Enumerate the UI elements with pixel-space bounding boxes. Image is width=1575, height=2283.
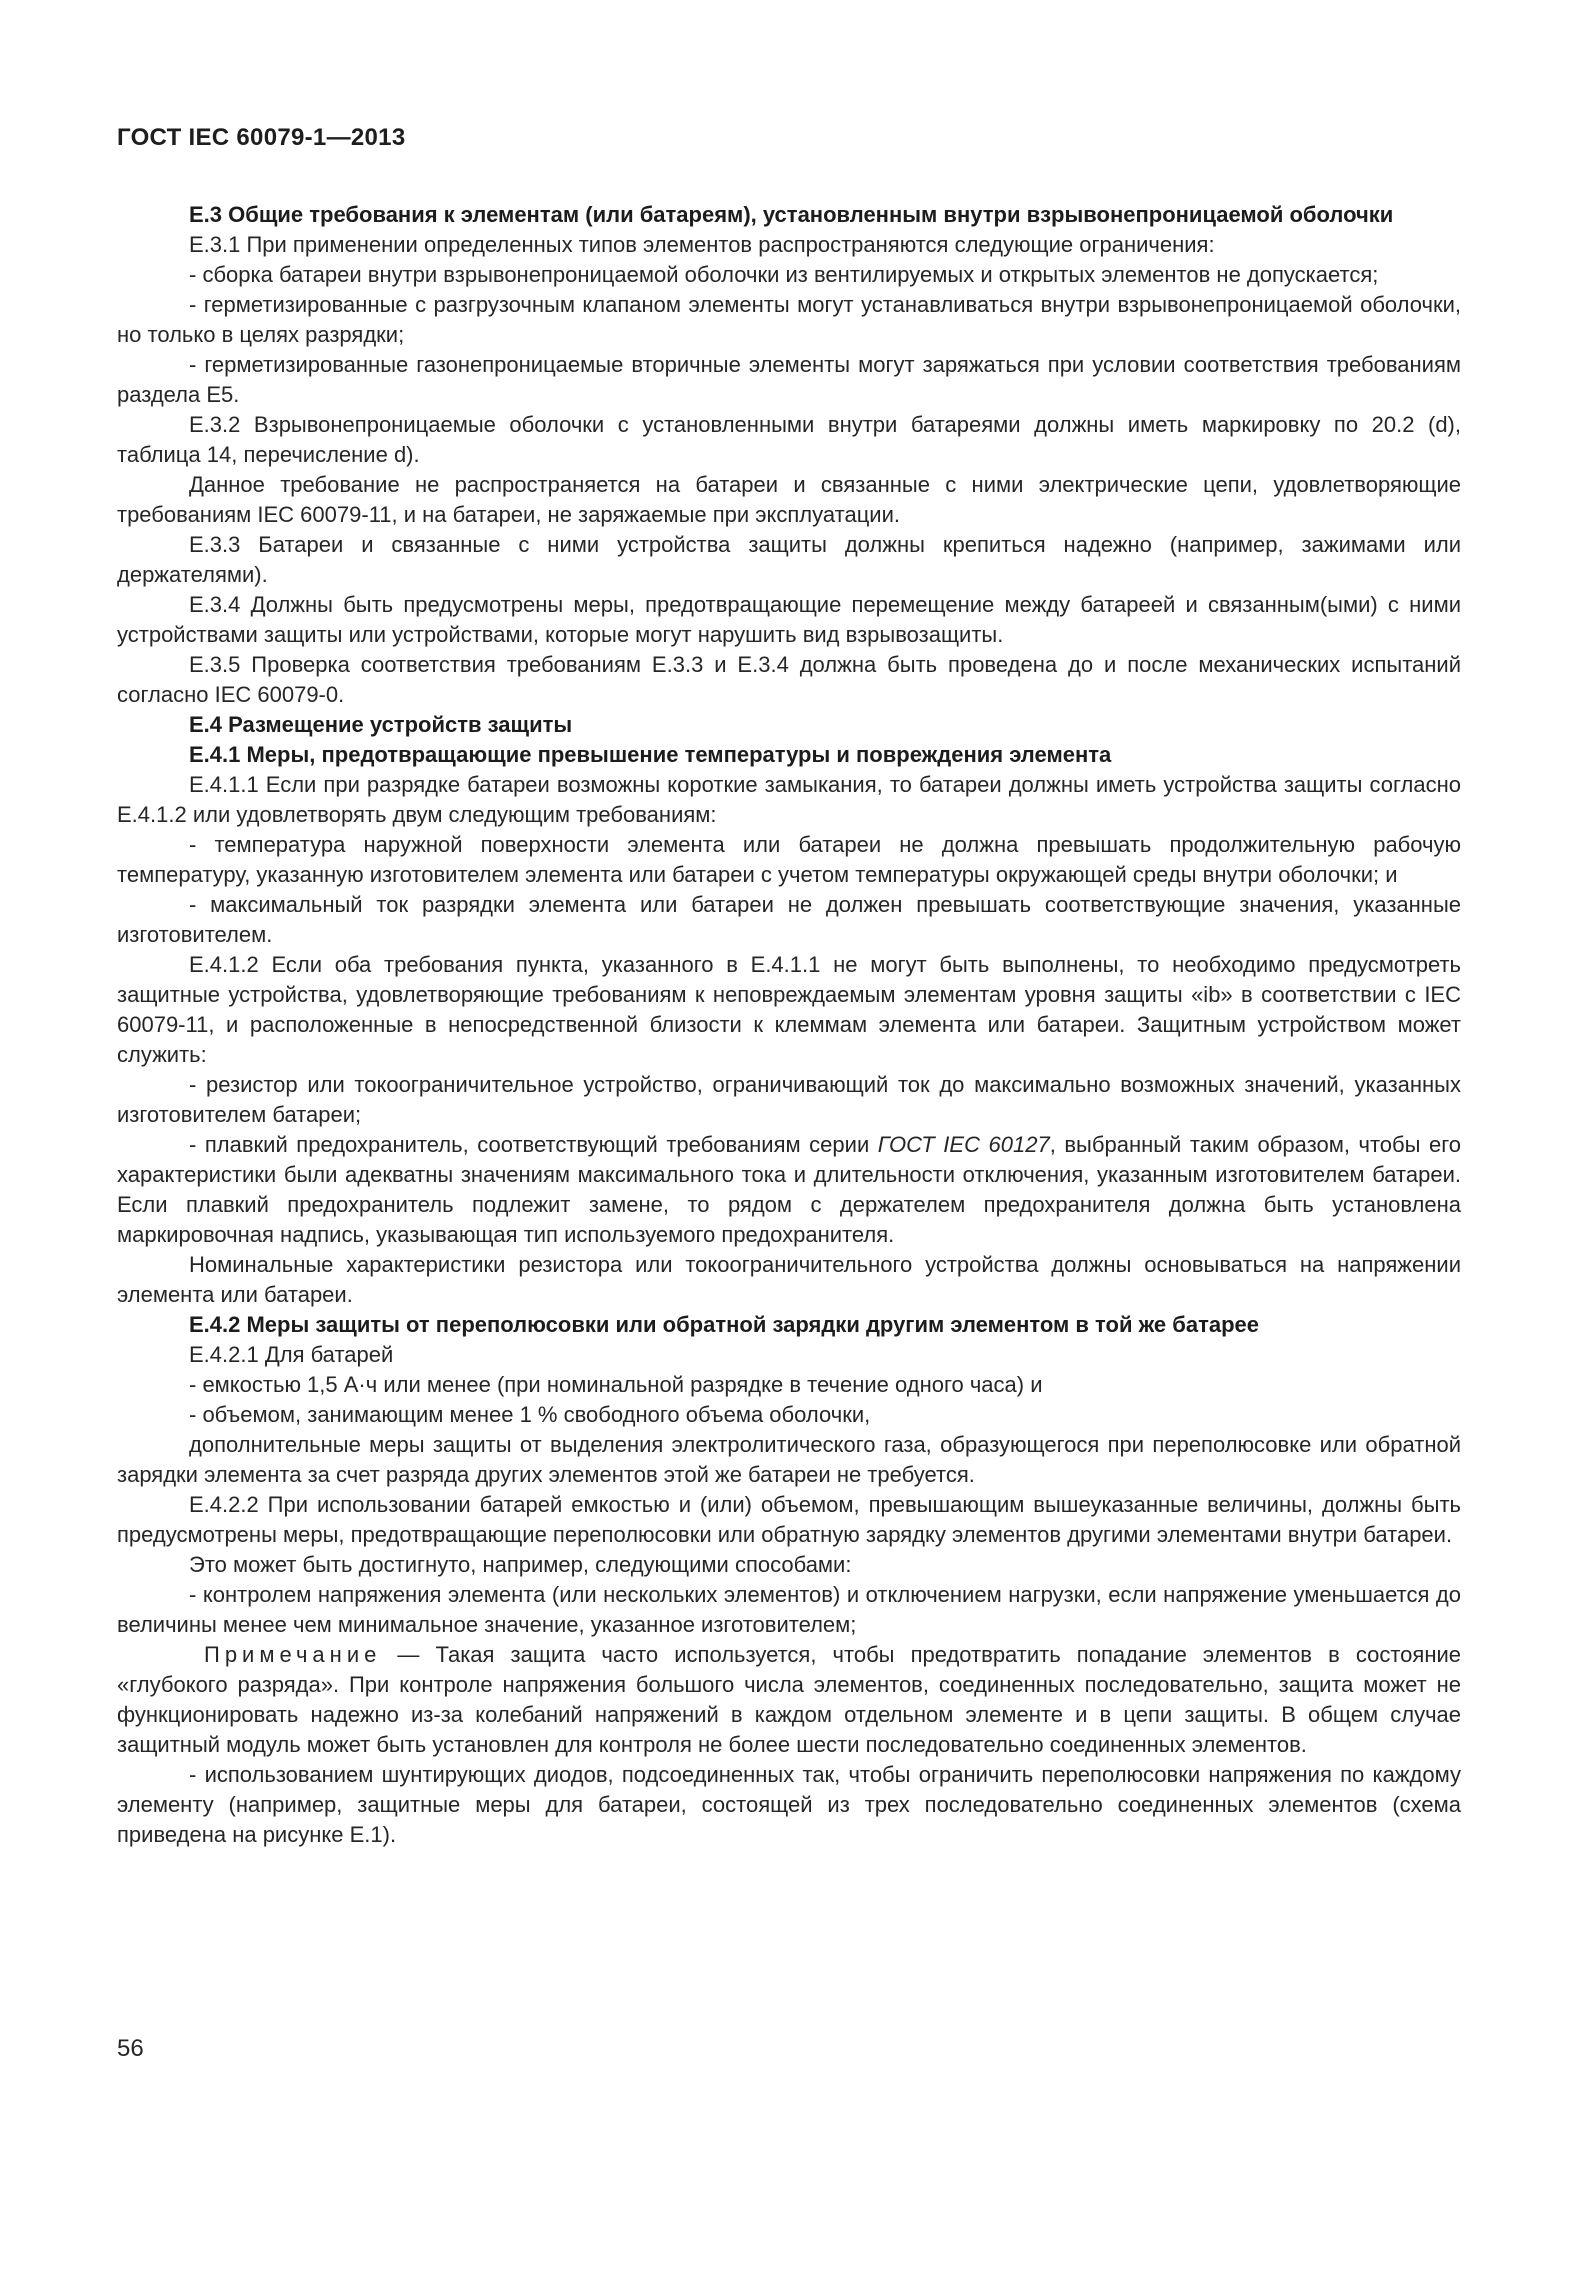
paragraph-e4-1-1: Е.4.1.1 Если при разрядке батареи возможны короткие замыкания, то батареи должны иметь устройства защиты согласно Е.4.1.2 или удовлетворять двум следующим требованиям: [117, 772, 1461, 827]
list-item: - объемом, занимающим менее 1 % свободного объема оболочки, [189, 1402, 871, 1427]
note-label: Примечание [204, 1642, 382, 1667]
list-item [117, 1130, 1461, 1250]
subsection-heading-e4-2: Е.4.2 Меры защиты от переполюсовки или обратной зарядки другим элементом в той же батарее [189, 1312, 1260, 1337]
section-heading-e3: Е.3 Общие требования к элементам (или батареям), установленным внутри взрывонепроницаемой оболочки [189, 202, 1394, 227]
list-item: - контролем напряжения элемента (или нескольких элементов) и отключением нагрузки, если напряжение уменьшается до величины менее чем минимальное значение, указанное изготовителем; [117, 1582, 1461, 1637]
list-item-text: , выбранный таким образом, чтобы его характеристики были адекватны значениям максимального тока и длительности отключения, указанным изготовителем батареи. Если плавкий предохранитель подлежит замене, то рядом с держателем предохранителя должна быть установлена маркировочная надпись, указывающая тип используемого предохранителя. [117, 1132, 1461, 1247]
subsection-heading-e4-1: Е.4.1 Меры, предотвращающие превышение температуры и повреждения элемента [189, 742, 1112, 767]
paragraph-e3-4: Е.3.4 Должны быть предусмотрены меры, предотвращающие перемещение между батареей и связанным(ыми) с ними устройствами защиты или устройствами, которые могут нарушить вид взрывозащиты. [117, 592, 1461, 647]
list-item: - емкостью 1,5 А·ч или менее (при номинальной разрядке в течение одного часа) и [189, 1372, 1043, 1397]
list-item: - сборка батареи внутри взрывонепроницаемой оболочки из вентилируемых и открытых элементов не допускается; [189, 262, 1379, 287]
section-heading-e4: Е.4 Размещение устройств защиты [189, 712, 573, 737]
list-item: - резистор или токоограничительное устройство, ограничивающий ток до максимально возможных значений, указанных изготовителем батареи; [117, 1072, 1461, 1127]
paragraph-e4-2-1: Е.4.2.1 Для батарей [189, 1342, 394, 1367]
list-item: - герметизированные с разгрузочным клапаном элементы могут устанавливаться внутри взрывонепроницаемой оболочки, но только в целях разрядки; [117, 292, 1461, 347]
paragraph: Данное требование не распространяется на батареи и связанные с ними электрические цепи, удовлетворяющие требованиям IEC 60079-11, и на батареи, не заряжаемые при эксплуатации. [117, 472, 1461, 527]
document-body [117, 200, 1461, 1850]
paragraph: дополнительные меры защиты от выделения электролитического газа, образующегося при переполюсовке или обратной зарядки элемента за счет разряда других элементов этой же батареи не требуется. [117, 1432, 1461, 1487]
list-item: - герметизированные газонепроницаемые вторичные элементы могут заряжаться при условии соответствия требованиям раздела Е5. [117, 352, 1461, 407]
list-item: - температура наружной поверхности элемента или батареи не должна превышать продолжительную рабочую температуру, указанную изготовителем элемента или батареи с учетом температуры окружающей среды внутри оболочки; и [117, 832, 1461, 887]
list-item: - максимальный ток разрядки элемента или батареи не должен превышать соответствующие значения, указанные изготовителем. [117, 892, 1461, 947]
list-item: - использованием шунтирующих диодов, подсоединенных так, чтобы ограничить переполюсовки напряжения по каждому элементу (например, защитные меры для батареи, состоящей из трех последовательно соединенных элементов (схема приведена на рисунке Е.1). [117, 1762, 1461, 1847]
paragraph-e4-2-2: Е.4.2.2 При использовании батарей емкостью и (или) объемом, превышающим вышеуказанные величины, должны быть предусмотрены меры, предотвращающие переполюсовки или обратную зарядку элементов другими элементами внутри батареи. [117, 1492, 1461, 1547]
paragraph: Номинальные характеристики резистора или токоограничительного устройства должны основываться на напряжении элемента или батареи. [117, 1252, 1461, 1307]
note-text: — Такая защита часто используется, чтобы предотвратить попадание элементов в состояние «глубокого разряда». При контроле напряжения большого числа элементов, соединенных последовательно, защита может не функционировать надежно из-за колебаний напряжений в каждом отдельном элементе и в цепи защиты. В общем случае защитный модуль может быть установлен для контроля не более шести последовательно соединенных элементов. [117, 1642, 1461, 1757]
note-paragraph [117, 1640, 1461, 1760]
document-standard-title: ГОСТ IEC 60079-1—2013 [117, 124, 406, 151]
paragraph-e3-2: Е.3.2 Взрывонепроницаемые оболочки с установленными внутри батареями должны иметь маркировку по 20.2 (d), таблица 14, перечисление d). [117, 412, 1461, 467]
page-number: 56 [117, 2035, 144, 2062]
standard-reference: ГОСТ IEC 60127 [877, 1132, 1050, 1157]
list-item-text: - плавкий предохранитель, соответствующий требованиям серии [189, 1132, 878, 1157]
paragraph-e3-5: Е.3.5 Проверка соответствия требованиям Е.3.3 и Е.3.4 должна быть проведена до и после механических испытаний согласно IEC 60079-0. [117, 652, 1461, 707]
paragraph-e3-3: Е.3.3 Батареи и связанные с ними устройства защиты должны крепиться надежно (например, зажимами или держателями). [117, 532, 1461, 587]
paragraph-e3-1: Е.3.1 При применении определенных типов элементов распространяются следующие ограничения: [189, 232, 1215, 257]
paragraph-e4-1-2: Е.4.1.2 Если оба требования пункта, указанного в Е.4.1.1 не могут быть выполнены, то необходимо предусмотреть защитные устройства, удовлетворяющие требованиям к неповреждаемым элементам уровня защиты «ib» в соответствии с IEC 60079-11, и расположенные в непосредственной близости к клеммам элемента или батареи. Защитным устройством может служить: [117, 952, 1461, 1067]
paragraph: Это может быть достигнуто, например, следующими способами: [189, 1552, 852, 1577]
